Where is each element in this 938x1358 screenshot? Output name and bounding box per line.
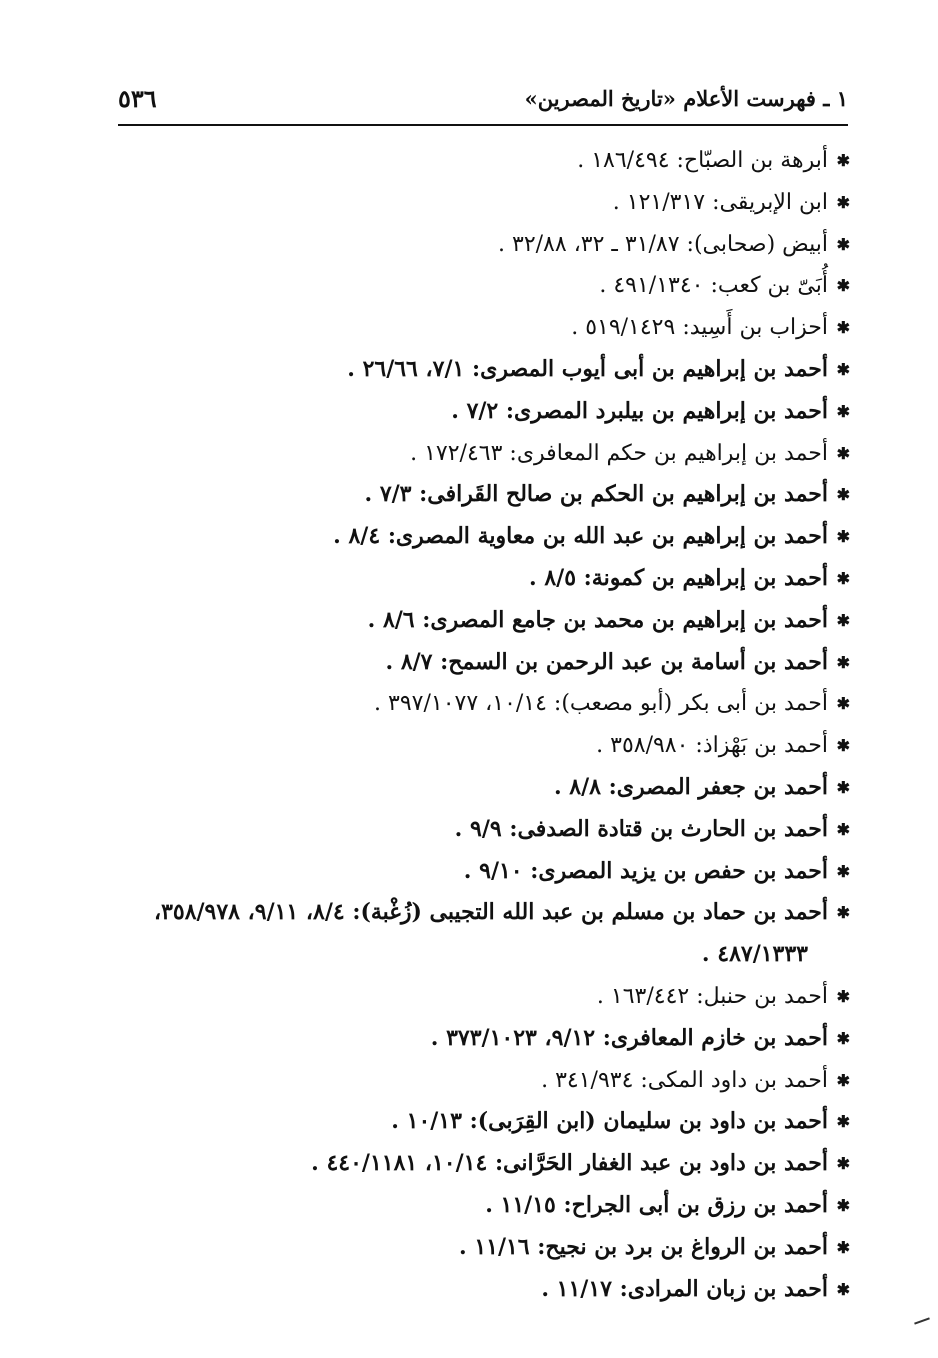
entry-text: أحمد بن رزق بن أبى الجراح: ١١/١٥ .	[485, 1191, 828, 1218]
asterisk-bullet-icon: ✱	[836, 1112, 850, 1132]
index-entry	[100, 809, 850, 851]
page-corner-mark	[914, 1317, 930, 1324]
index-entry-list	[100, 140, 850, 1310]
running-title: ١ ـ فهرست الأعلام «تاريخ المصرين»	[524, 86, 848, 111]
index-entry	[100, 1269, 850, 1311]
asterisk-bullet-icon: ✱	[836, 234, 850, 254]
entry-text: أحمد بن إبراهيم بن كمونة: ٨/٥ .	[529, 564, 828, 591]
asterisk-bullet-icon: ✱	[836, 276, 850, 296]
index-entry	[100, 391, 850, 433]
asterisk-bullet-icon: ✱	[836, 903, 850, 923]
entry-text: أحمد بن إبراهيم بن أبى أيوب المصرى: ٧/١، ٢٦/٦٦ .	[347, 355, 828, 382]
entry-text: ابن الإبريقى: ١٢١/٣١٧ .	[612, 189, 828, 215]
index-entry	[100, 1227, 850, 1269]
entry-text: أحمد بن إبراهيم بن محمد بن جامع المصرى: ٨/٦ .	[367, 606, 828, 633]
index-entry	[100, 1060, 850, 1102]
page-header	[118, 80, 848, 126]
index-entry	[100, 725, 850, 767]
index-entry	[100, 349, 850, 391]
index-entry	[100, 767, 850, 809]
entry-text: أحمد بن إبراهيم بن حكم المعافرى: ١٧٢/٤٦٣ .	[410, 440, 828, 466]
asterisk-bullet-icon: ✱	[836, 652, 850, 672]
index-entry	[100, 1143, 850, 1185]
entry-text: أحمد بن داود بن سليمان (ابن القِرَبى): ١٠/١٣ .	[391, 1108, 828, 1135]
asterisk-bullet-icon: ✱	[836, 568, 850, 588]
index-entry	[100, 1185, 850, 1227]
asterisk-bullet-icon: ✱	[836, 1195, 850, 1215]
asterisk-bullet-icon: ✱	[836, 1070, 850, 1090]
entry-text: أحمد بن الحارث بن قتادة الصدفى: ٩/٩ .	[454, 815, 828, 842]
asterisk-bullet-icon: ✱	[836, 819, 850, 839]
entry-text: أحمد بن حماد بن مسلم بن عبد الله التجيبى (زُغْبة): ٨/٤، ٩/١١، ٣٥٨/٩٧٨،	[153, 899, 828, 926]
asterisk-bullet-icon: ✱	[836, 401, 850, 421]
entry-text: أبرهة بن الصبّاح: ١٨٦/٤٩٤ .	[577, 148, 828, 173]
asterisk-bullet-icon: ✱	[836, 1028, 850, 1048]
asterisk-bullet-icon: ✱	[836, 527, 850, 547]
asterisk-bullet-icon: ✱	[836, 1279, 850, 1299]
entry-text: أحمد بن إبراهيم بن بيلبرد المصرى: ٧/٢ .	[451, 397, 828, 424]
asterisk-bullet-icon: ✱	[836, 736, 850, 756]
index-entry	[100, 182, 850, 224]
index-entry	[100, 516, 850, 558]
entry-text: أحمد بن أسامة بن عبد الرحمن بن السمح: ٨/٧ .	[385, 648, 828, 675]
index-entry	[100, 224, 850, 266]
entry-text: أحمد بن زبان المرادى: ١١/١٧ .	[541, 1275, 828, 1302]
index-entry	[100, 265, 850, 307]
asterisk-bullet-icon: ✱	[836, 192, 850, 212]
index-entry	[100, 140, 850, 182]
index-entry	[100, 851, 850, 893]
index-entry	[100, 558, 850, 600]
entry-text: أحمد بن الرواغ بن برد بن نجيح: ١١/١٦ .	[458, 1233, 828, 1260]
index-entry	[100, 600, 850, 642]
asterisk-bullet-icon: ✱	[836, 151, 850, 170]
index-entry	[100, 642, 850, 684]
asterisk-bullet-icon: ✱	[836, 359, 850, 379]
entry-text: أحمد بن إبراهيم بن عبد الله بن معاوية المصرى: ٨/٤ .	[333, 523, 828, 550]
page-number: ٥٣٦	[118, 84, 157, 113]
asterisk-bullet-icon: ✱	[836, 443, 850, 463]
index-entry	[100, 976, 850, 1018]
index-entry	[100, 892, 850, 976]
asterisk-bullet-icon: ✱	[836, 1237, 850, 1257]
index-entry	[100, 683, 850, 725]
entry-text: أحمد بن حفص بن يزيد المصرى: ٩/١٠ .	[463, 857, 828, 884]
index-entry	[100, 433, 850, 475]
entry-text: أبيض (صحابى): ٣١/٨٧ ـ ٣٢، ٣٢/٨٨ .	[498, 231, 828, 257]
entry-text: أحمد بن جعفر المصرى: ٨/٨ .	[553, 773, 828, 800]
asterisk-bullet-icon: ✱	[836, 485, 850, 505]
index-entry	[100, 307, 850, 349]
asterisk-bullet-icon: ✱	[836, 610, 850, 630]
index-entry	[100, 1101, 850, 1143]
entry-text: أحمد بن داود بن عبد الغفار الحَرَّانى: ١٠/١٤، ٤٤٠/١١٨١ .	[311, 1150, 828, 1177]
asterisk-bullet-icon: ✱	[836, 861, 850, 881]
entry-text: أحمد بن داود المكى: ٣٤١/٩٣٤ .	[541, 1067, 828, 1093]
entry-text: أحمد بن أبى بكر (أبو مصعب): ١٠/١٤، ٣٩٧/١٠٧٧ .	[374, 691, 828, 717]
asterisk-bullet-icon: ✱	[836, 318, 850, 338]
entry-text: أُبَىّ بن كعب: ٤٩١/١٣٤٠ .	[599, 273, 828, 299]
entry-text: أحزاب بن أَسِيد: ٥١٩/١٤٢٩ .	[571, 315, 828, 341]
asterisk-bullet-icon: ✱	[836, 694, 850, 714]
index-entry	[100, 1018, 850, 1060]
entry-text: أحمد بن بَهْزاذ: ٣٥٨/٩٨٠ .	[596, 733, 828, 759]
entry-text: أحمد بن حنبل: ١٦٣/٤٤٢ .	[596, 983, 828, 1009]
asterisk-bullet-icon: ✱	[836, 986, 850, 1006]
entry-continuation: ٤٨٧/١٣٣٣ .	[701, 941, 808, 968]
entry-text: أحمد بن إبراهيم بن الحكم بن صالح القَرافى: ٧/٣ .	[364, 481, 828, 508]
asterisk-bullet-icon: ✱	[836, 1154, 850, 1174]
asterisk-bullet-icon: ✱	[836, 777, 850, 797]
index-entry	[100, 474, 850, 516]
entry-text: أحمد بن خازم المعافرى: ٩/١٢، ٣٧٣/١٠٢٣ .	[430, 1024, 828, 1051]
